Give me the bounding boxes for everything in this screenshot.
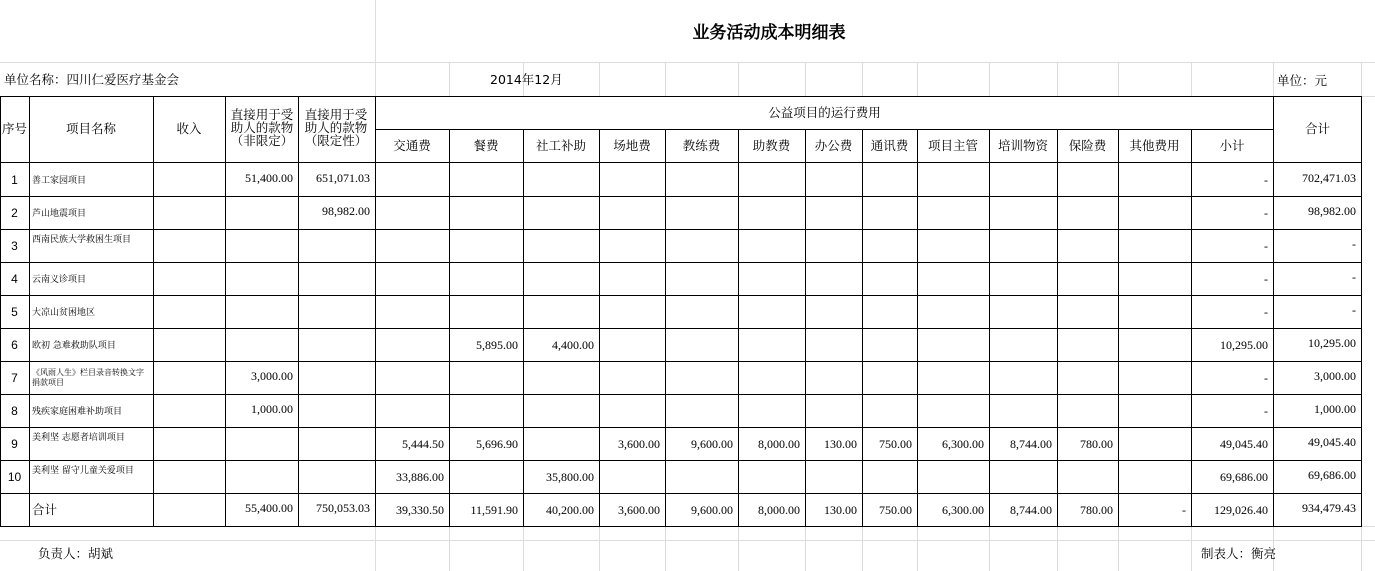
table-border xyxy=(0,162,1362,163)
row-cost-cell[interactable]: 11,591.90 xyxy=(470,503,518,517)
column-border xyxy=(917,129,918,527)
subheader-cell[interactable]: 助教费 xyxy=(752,138,791,153)
row-cost-cell[interactable]: 39,330.50 xyxy=(396,503,444,517)
row-seq[interactable]: 4 xyxy=(11,272,18,286)
gridline xyxy=(1057,62,1058,96)
row-cost-cell[interactable]: 8,744.00 xyxy=(1010,437,1052,451)
row-border xyxy=(0,295,1362,296)
gridline xyxy=(1273,62,1274,96)
gridline xyxy=(1361,62,1362,96)
report-title: 业务活动成本明细表 xyxy=(692,23,846,43)
gridline xyxy=(738,62,739,96)
subheader-cell[interactable]: 培训物资 xyxy=(997,138,1048,153)
subheader-cell[interactable]: 项目主管 xyxy=(927,138,978,153)
row-cost-cell[interactable]: - xyxy=(1264,239,1268,253)
period-cell[interactable]: 2014年12月 xyxy=(490,72,563,87)
row-cost-cell[interactable]: 3,600.00 xyxy=(618,503,660,517)
row-border xyxy=(0,394,1362,395)
row-cost-cell[interactable]: 33,886.00 xyxy=(396,470,444,484)
row-total[interactable]: - xyxy=(1352,303,1356,317)
row-cost-cell[interactable]: 8,744.00 xyxy=(1010,503,1052,517)
subheader-cell[interactable]: 场地费 xyxy=(613,138,651,153)
header-total[interactable]: 合计 xyxy=(1304,121,1330,136)
subheader-cell[interactable]: 通讯费 xyxy=(870,138,909,153)
row-direct-unrestricted[interactable]: 55,400.00 xyxy=(245,501,293,515)
row-direct-unrestricted[interactable]: 3,000.00 xyxy=(251,369,293,383)
column-border xyxy=(449,129,450,527)
row-seq[interactable]: 6 xyxy=(11,338,18,352)
row-cost-cell[interactable]: - xyxy=(1264,173,1268,187)
subheader-cell[interactable]: 餐费 xyxy=(473,138,499,153)
gridline xyxy=(1191,526,1192,571)
row-cost-cell[interactable]: - xyxy=(1182,503,1186,517)
gridline xyxy=(0,62,1375,63)
row-cost-cell[interactable]: 780.00 xyxy=(1080,503,1113,517)
column-border xyxy=(989,129,990,527)
row-total[interactable]: - xyxy=(1352,237,1356,251)
row-direct-restricted[interactable]: 750,053.03 xyxy=(316,501,370,515)
row-project-name[interactable]: 云南义诊项目 xyxy=(32,275,87,285)
preparer[interactable]: 制表人：衡亮 xyxy=(1201,546,1277,561)
column-border xyxy=(225,96,226,527)
row-total[interactable]: 10,295.00 xyxy=(1308,336,1356,350)
header-direct-unrestricted[interactable]: 直接用于受助人的款物（非限定） xyxy=(230,107,294,148)
row-total[interactable]: 3,000.00 xyxy=(1314,369,1356,383)
subheader-cell[interactable]: 小计 xyxy=(1219,138,1245,153)
column-border xyxy=(1118,129,1119,527)
subheader-cell[interactable]: 其他费用 xyxy=(1129,138,1180,153)
row-total[interactable]: 49,045.40 xyxy=(1308,435,1356,449)
column-border xyxy=(805,129,806,527)
row-cost-cell[interactable]: 6,300.00 xyxy=(942,437,984,451)
row-project-name[interactable]: 大凉山贫困地区 xyxy=(32,308,96,318)
header-income[interactable]: 收入 xyxy=(176,121,202,136)
table-border xyxy=(0,96,1362,97)
row-cost-cell[interactable]: 3,600.00 xyxy=(618,437,660,451)
row-cost-cell[interactable]: - xyxy=(1264,404,1268,418)
row-cost-cell[interactable]: 5,696.90 xyxy=(476,437,518,451)
header-operating-costs[interactable]: 公益项目的运行费用 xyxy=(768,105,881,120)
table-border xyxy=(0,526,1362,527)
row-seq[interactable]: 3 xyxy=(11,239,18,253)
row-project-name[interactable]: 善工家园项目 xyxy=(32,176,87,186)
row-cost-cell[interactable]: 129,026.40 xyxy=(1214,503,1268,517)
row-cost-cell[interactable]: 9,600.00 xyxy=(691,503,733,517)
row-border xyxy=(0,427,1362,428)
row-cost-cell[interactable]: 780.00 xyxy=(1080,437,1113,451)
row-cost-cell[interactable]: 49,045.40 xyxy=(1220,437,1268,451)
row-cost-cell[interactable]: 40,200.00 xyxy=(546,503,594,517)
row-border xyxy=(0,262,1362,263)
row-cost-cell[interactable]: 750.00 xyxy=(879,503,912,517)
row-total[interactable]: 98,982.00 xyxy=(1308,204,1356,218)
table-border xyxy=(375,129,1273,130)
row-cost-cell[interactable]: 130.00 xyxy=(824,503,857,517)
column-border xyxy=(1361,96,1362,527)
row-cost-cell[interactable]: 9,600.00 xyxy=(691,437,733,451)
gridline xyxy=(449,526,450,571)
gridline xyxy=(665,62,666,96)
unit-name-cell[interactable]: 单位名称：四川仁爱医疗基金会 xyxy=(4,72,180,87)
gridline xyxy=(1191,62,1192,96)
row-seq[interactable]: 5 xyxy=(11,305,18,319)
gridline xyxy=(375,62,376,96)
gridline xyxy=(805,526,806,571)
row-border xyxy=(0,493,1362,494)
subheader-cell[interactable]: 保险费 xyxy=(1068,138,1107,153)
currency-unit-cell[interactable]: 单位：元 xyxy=(1277,73,1328,88)
gridline xyxy=(989,62,990,96)
row-total[interactable]: 702,471.03 xyxy=(1302,171,1356,185)
column-border xyxy=(29,96,30,527)
row-project-name[interactable]: 西南民族大学救困生项目 xyxy=(32,235,132,245)
gridline xyxy=(375,526,376,571)
row-seq[interactable]: 10 xyxy=(7,470,22,484)
row-project-name[interactable]: 合计 xyxy=(32,502,58,517)
row-cost-cell[interactable]: 6,300.00 xyxy=(942,503,984,517)
row-project-name[interactable]: 欧初 急难救助队项目 xyxy=(32,341,116,351)
column-border xyxy=(738,129,739,527)
row-direct-unrestricted[interactable]: 1,000.00 xyxy=(251,402,293,416)
row-project-name[interactable]: 美利坚 志愿者培训项目 xyxy=(32,433,125,443)
header-project-name[interactable]: 项目名称 xyxy=(65,121,116,136)
row-seq[interactable]: 8 xyxy=(11,404,18,418)
gridline xyxy=(862,526,863,571)
gridline xyxy=(1118,62,1119,96)
row-seq[interactable]: 9 xyxy=(11,437,18,451)
column-border xyxy=(298,96,299,527)
row-total[interactable]: - xyxy=(1352,270,1356,284)
column-border xyxy=(375,96,376,527)
row-total[interactable]: 1,000.00 xyxy=(1314,402,1356,416)
gridline xyxy=(1361,526,1362,571)
gridline xyxy=(523,526,524,571)
row-cost-cell[interactable]: - xyxy=(1264,305,1268,319)
subheader-cell[interactable]: 交通费 xyxy=(393,138,431,153)
header-direct-restricted[interactable]: 直接用于受助人的款物（限定性） xyxy=(304,107,368,148)
row-cost-cell[interactable]: - xyxy=(1264,206,1268,220)
gridline xyxy=(989,526,990,571)
row-cost-cell[interactable]: 35,800.00 xyxy=(546,470,594,484)
gridline xyxy=(0,540,1375,541)
row-direct-restricted[interactable]: 651,071.03 xyxy=(316,171,370,185)
gridline xyxy=(862,62,863,96)
row-cost-cell[interactable]: 750.00 xyxy=(879,437,912,451)
column-border xyxy=(1191,129,1192,527)
row-project-name[interactable]: 残疾家庭困难补助项目 xyxy=(32,407,123,417)
row-cost-cell[interactable]: 8,000.00 xyxy=(758,437,800,451)
gridline xyxy=(917,526,918,571)
gridline xyxy=(599,526,600,571)
row-project-name[interactable]: 芦山地震项目 xyxy=(32,209,87,219)
row-seq[interactable]: 7 xyxy=(11,371,18,385)
gridline xyxy=(599,62,600,96)
column-border xyxy=(1057,129,1058,527)
row-border xyxy=(0,460,1362,461)
row-border xyxy=(0,361,1362,362)
column-border xyxy=(523,129,524,527)
subheader-cell[interactable]: 社工补助 xyxy=(535,138,586,153)
column-border xyxy=(862,129,863,527)
responsible-person[interactable]: 负责人：胡斌 xyxy=(38,546,114,561)
row-project-name[interactable]: 美利坚 留守儿童关爱项目 xyxy=(32,466,134,476)
row-border xyxy=(0,196,1362,197)
row-seq[interactable]: 2 xyxy=(11,206,18,220)
row-cost-cell[interactable]: 10,295.00 xyxy=(1220,338,1268,352)
row-border xyxy=(0,229,1362,230)
gridline xyxy=(1118,526,1119,571)
row-total[interactable]: 934,479.43 xyxy=(1302,501,1356,515)
row-cost-cell[interactable]: 5,444.50 xyxy=(402,437,444,451)
gridline xyxy=(805,62,806,96)
row-cost-cell[interactable]: 5,895.00 xyxy=(476,338,518,352)
column-border xyxy=(665,129,666,527)
gridline xyxy=(665,526,666,571)
row-cost-cell[interactable]: 130.00 xyxy=(824,437,857,451)
gridline xyxy=(738,526,739,571)
row-direct-restricted[interactable]: 98,982.00 xyxy=(322,204,370,218)
gridline xyxy=(917,62,918,96)
subheader-cell[interactable]: 办公费 xyxy=(814,138,853,153)
row-cost-cell[interactable]: 4,400.00 xyxy=(552,338,594,352)
row-seq[interactable]: 1 xyxy=(11,173,18,187)
row-cost-cell[interactable]: - xyxy=(1264,371,1268,385)
subheader-cell[interactable]: 教练费 xyxy=(682,138,721,153)
row-cost-cell[interactable]: 69,686.00 xyxy=(1220,470,1268,484)
column-border xyxy=(599,129,600,527)
row-border xyxy=(0,328,1362,329)
row-total[interactable]: 69,686.00 xyxy=(1308,468,1356,482)
column-border xyxy=(153,96,154,527)
row-direct-unrestricted[interactable]: 51,400.00 xyxy=(245,171,293,185)
row-cost-cell[interactable]: - xyxy=(1264,272,1268,286)
gridline xyxy=(1057,526,1058,571)
gridline xyxy=(449,62,450,96)
row-cost-cell[interactable]: 8,000.00 xyxy=(758,503,800,517)
header-seq[interactable]: 序号 xyxy=(1,121,27,136)
row-project-name[interactable]: 《风雨人生》栏目录音转换文字捐款项目 xyxy=(32,368,144,387)
